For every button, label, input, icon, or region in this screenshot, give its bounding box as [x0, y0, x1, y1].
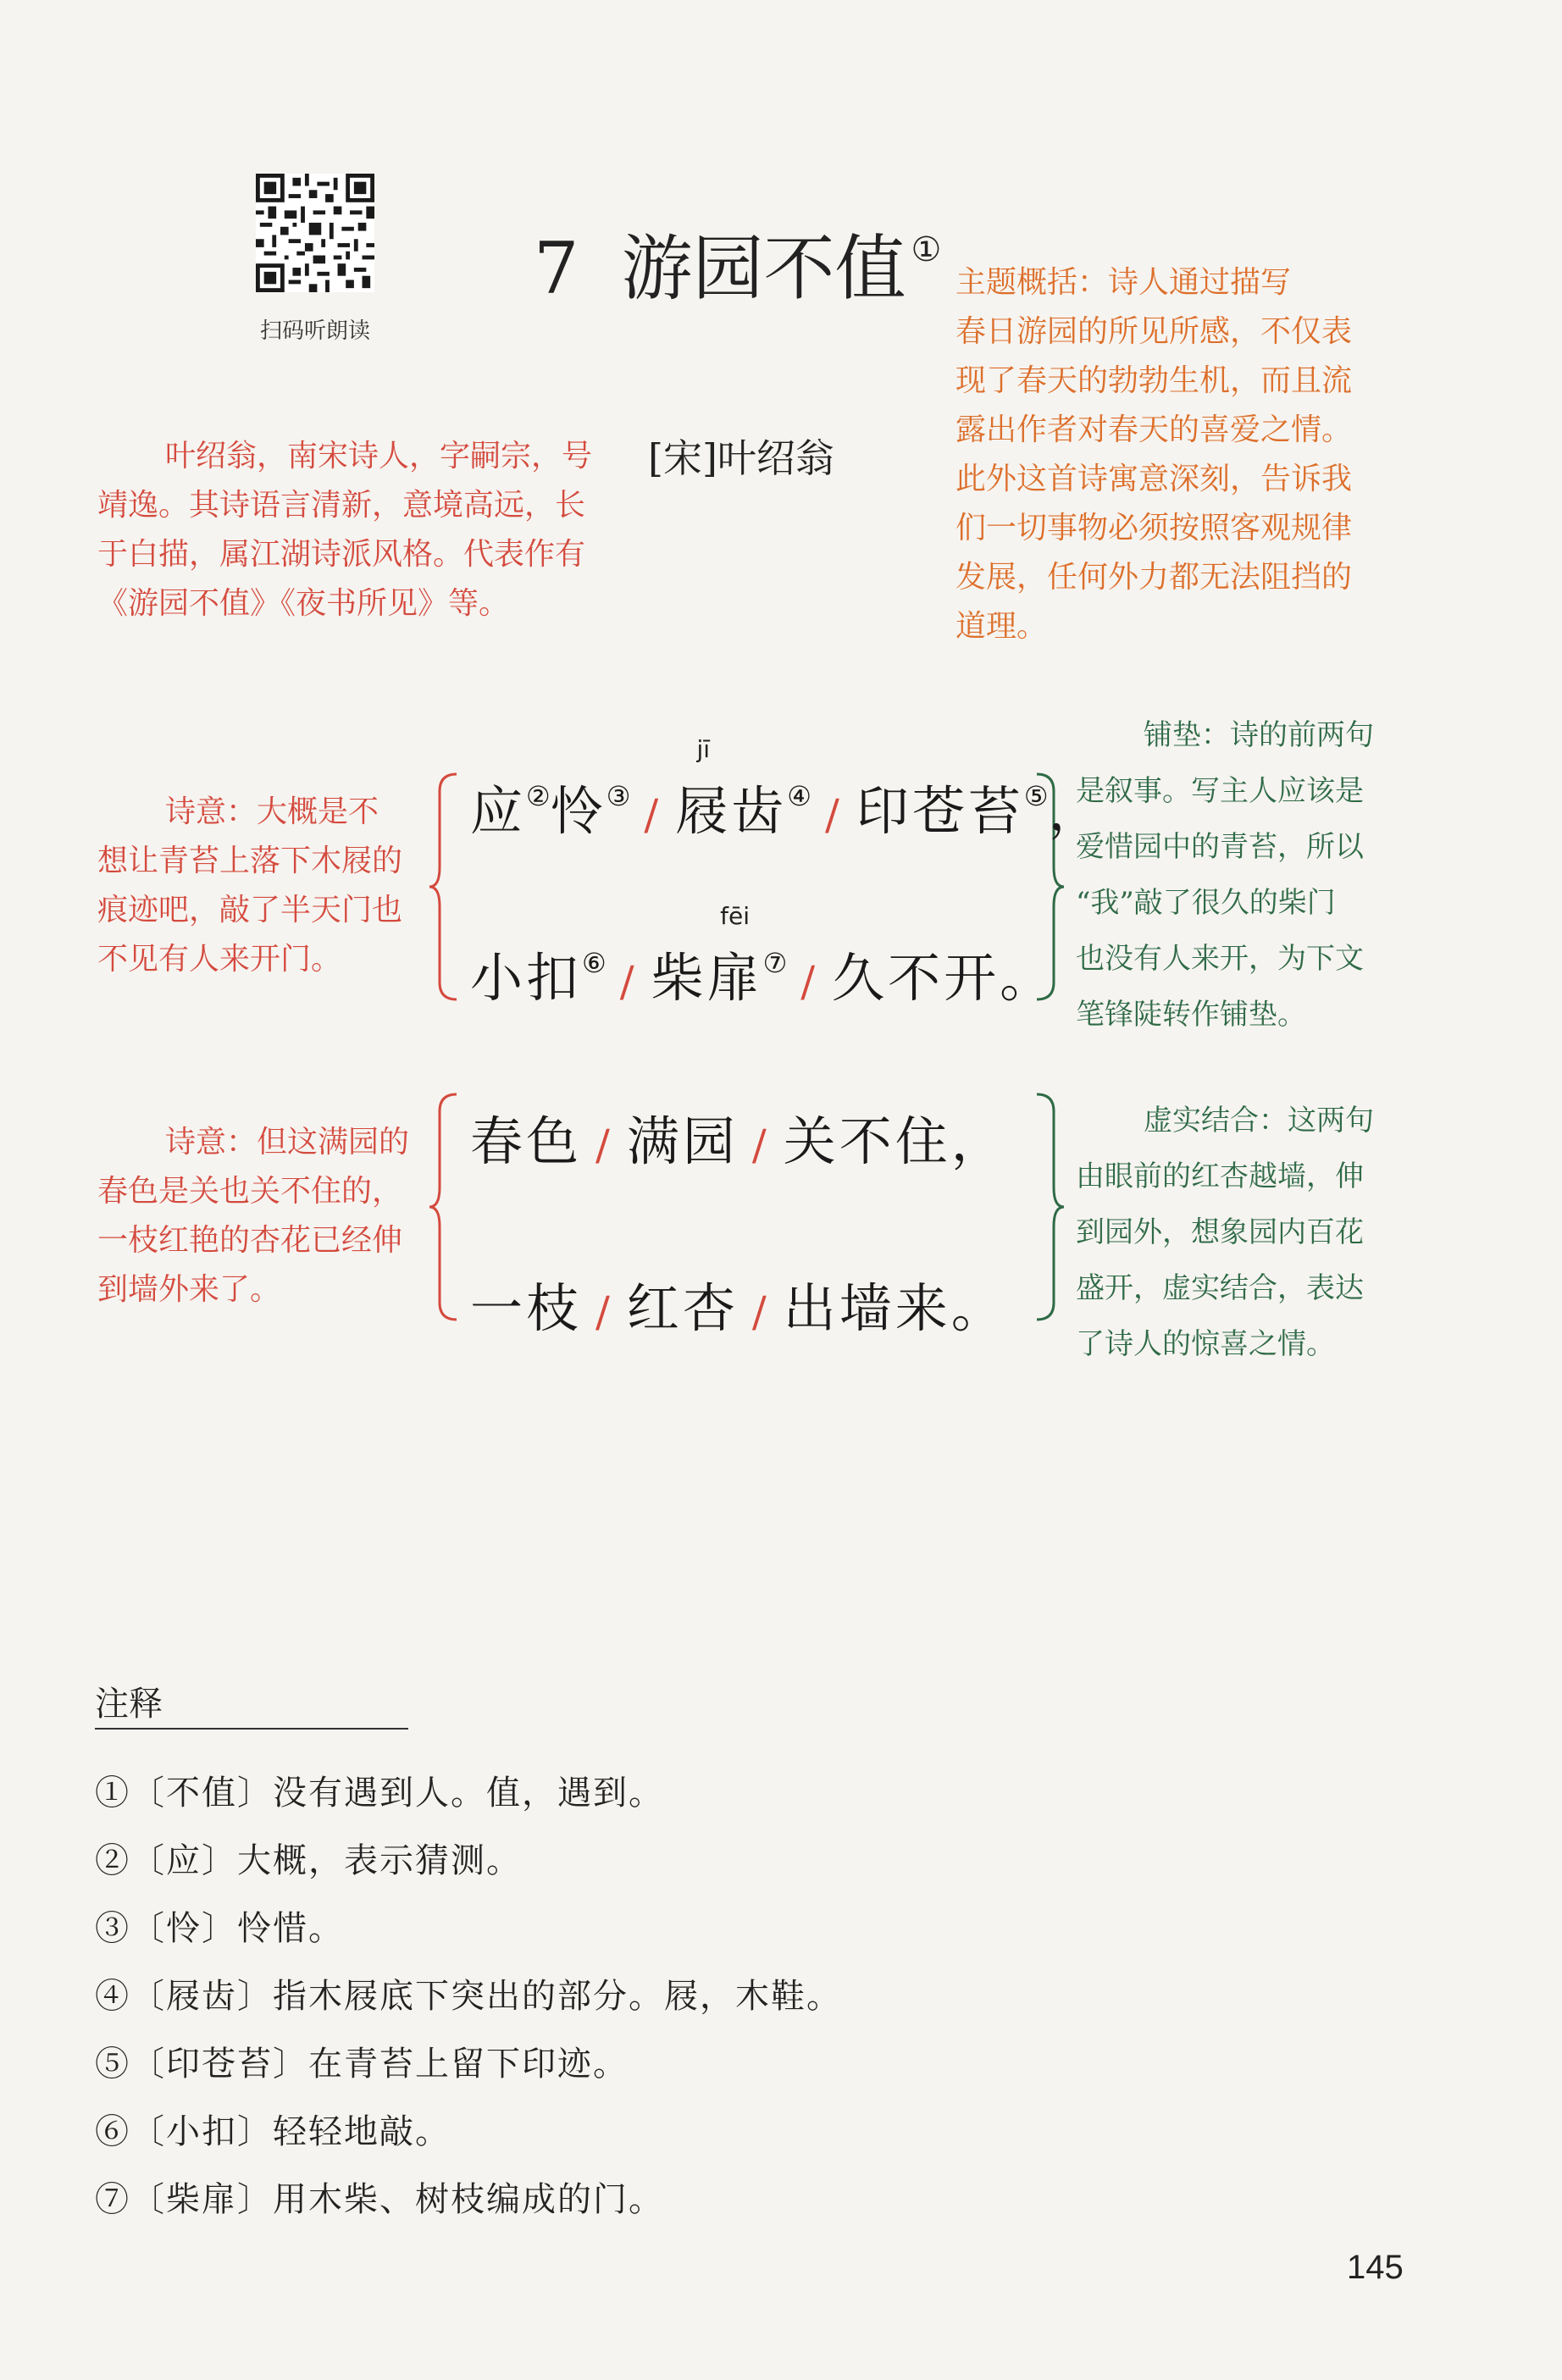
footnote-mark[interactable]: ①	[911, 230, 942, 269]
note-line: 想让青苔上落下木屐的	[97, 844, 403, 878]
poem-word: 出墙来	[783, 1277, 951, 1339]
note-line: 痕迹吧，敲了半天门也	[97, 893, 403, 927]
annotation-item: ⑤〔印苍苔〕在青苔上留下印迹。	[95, 2045, 629, 2084]
note-line: 了诗人的惊喜之情。	[1076, 1327, 1335, 1361]
author-bio-note	[97, 432, 656, 628]
poem-word: 一枝	[470, 1277, 583, 1339]
note-line: 笔锋陡转作铺垫。	[1076, 998, 1306, 1032]
pinyin-annotated-char	[675, 735, 732, 844]
annotation-item: ④〔屐齿〕指木屐底下突出的部分。屐，木鞋。	[95, 1977, 842, 2016]
qr-caption: 扫码听朗读	[259, 318, 370, 344]
note-line: 露出作者对春天的喜爱之情。	[955, 412, 1353, 447]
footnote-mark[interactable]: ⑦	[762, 947, 788, 979]
pinyin: fēi	[720, 902, 751, 930]
rhythm-slash: /	[824, 790, 843, 839]
poem-word: 关不住	[783, 1110, 951, 1172]
note-line: 春日游园的所见所感，不仅表	[955, 314, 1353, 349]
foreshadow-note	[1076, 707, 1432, 1043]
pinyin: jī	[696, 735, 711, 763]
annotations-heading: 注释	[95, 1685, 163, 1724]
note-line: “我”敲了很久的柴门	[1076, 886, 1336, 920]
lesson-title	[534, 212, 941, 314]
footnote-mark[interactable]: ⑥	[582, 947, 607, 979]
real-imagined-note	[1076, 1093, 1432, 1372]
note-line: 现了春天的勃勃生机，而且流	[955, 363, 1353, 398]
poem-line-4	[470, 1266, 1007, 1342]
annotation-item: ⑦〔柴扉〕用木柴、树枝编成的门。	[95, 2180, 664, 2219]
note-line: 不见有人来开门。	[97, 942, 342, 977]
note-line: 《游园不值》《夜书所见》等。	[97, 586, 510, 621]
poem-word: 红杏	[626, 1277, 739, 1339]
lesson-title-text: 游园不值	[621, 227, 906, 310]
note-line: 到园外，想象园内百花	[1076, 1215, 1364, 1249]
note-line: 们一切事物必须按照客观规律	[955, 511, 1353, 545]
poem-word: 印苍苔	[856, 780, 1024, 842]
left-brace-verse2	[428, 1093, 462, 1321]
note-line: 爱惜园中的青苔，所以	[1076, 830, 1364, 864]
note-line: 诗意：大概是不	[165, 794, 379, 829]
note-line: 是叙事。写主人应该是	[1076, 774, 1364, 808]
footnote-mark[interactable]: ④	[787, 780, 811, 812]
left-brace-verse1	[428, 772, 462, 1001]
note-line: 也没有人来开，为下文	[1076, 942, 1364, 976]
annotation-item: ⑥〔小扣〕轻轻地敲。	[95, 2112, 451, 2151]
poem-word: 满园	[626, 1110, 739, 1172]
lesson-number: 7	[534, 227, 579, 310]
rhythm-slash: /	[619, 957, 638, 1006]
rhythm-slash: /	[800, 957, 819, 1006]
poem-word: 扉	[706, 947, 763, 1009]
poem-word: 久不开	[832, 947, 1000, 1009]
note-line: 由眼前的红杏越墙，伸	[1076, 1160, 1364, 1193]
punctuation: ，	[1048, 780, 1105, 842]
note-line: 铺垫：诗的前两句	[1144, 718, 1374, 752]
rhythm-slash: /	[595, 1121, 613, 1170]
note-line: 主题概括：诗人通过描写	[955, 265, 1292, 300]
poem-word: 春色	[470, 1110, 583, 1172]
annotation-item: ③〔怜〕怜惜。	[95, 1909, 344, 1948]
note-line: 一枝红艳的杏花已经伸	[97, 1223, 403, 1258]
rhythm-slash: /	[595, 1287, 613, 1337]
rhythm-slash: /	[751, 1121, 770, 1170]
note-line: 虚实结合：这两句	[1144, 1104, 1374, 1137]
verse1-meaning-note	[97, 788, 436, 984]
note-line: 靖逸。其诗语言清新，意境高远，长	[97, 488, 586, 523]
poem-word: 齿	[731, 780, 788, 842]
poem-word: 应	[470, 780, 527, 842]
note-line: 盛开，虚实结合，表达	[1076, 1271, 1364, 1305]
poem-word: 小扣	[470, 947, 583, 1009]
footnote-mark[interactable]: ③	[606, 780, 631, 812]
poem-word: 屐	[675, 780, 732, 842]
punctuation: 。	[950, 1277, 1007, 1339]
verse2-meaning-note	[97, 1118, 436, 1315]
note-line: 到墙外来了。	[97, 1272, 281, 1307]
qr-code[interactable]	[256, 174, 374, 292]
theme-summary-note	[955, 258, 1430, 651]
annotation-item: ②〔应〕大概，表示猜测。	[95, 1841, 522, 1880]
rhythm-slash: /	[644, 790, 662, 839]
page-number: 145	[1347, 2249, 1404, 2286]
heading-underline	[95, 1728, 408, 1730]
poem-word: 怜	[550, 780, 607, 842]
pinyin-annotated-char	[706, 902, 763, 1011]
annotation-item: ①〔不值〕没有遇到人。值，遇到。	[95, 1774, 664, 1813]
note-line: 此外这首诗寓意深刻，告诉我	[955, 462, 1353, 496]
right-brace-verse2	[1032, 1093, 1066, 1321]
poem-line-2	[470, 902, 1056, 1011]
footnote-mark[interactable]: ⑤	[1023, 780, 1049, 812]
poem-line-3	[470, 1099, 1007, 1175]
punctuation: 。	[1000, 947, 1056, 1009]
note-line: 春色是关也关不住的，	[97, 1174, 403, 1209]
note-line: 道理。	[955, 609, 1048, 644]
poem-line-1	[470, 735, 1105, 844]
rhythm-slash: /	[751, 1287, 770, 1337]
footnote-mark[interactable]: ②	[526, 780, 551, 812]
note-line: 于白描，属江湖诗派风格。代表作有	[97, 537, 586, 572]
note-line: 诗意：但这满园的	[165, 1125, 410, 1160]
punctuation: ，	[950, 1110, 1007, 1172]
note-line: 发展，任何外力都无法阻挡的	[955, 560, 1353, 595]
author-line: [宋]叶绍翁	[648, 435, 834, 481]
poem-word: 柴	[651, 947, 707, 1009]
note-line: 叶绍翁，南宋诗人，字嗣宗，号	[165, 439, 593, 473]
